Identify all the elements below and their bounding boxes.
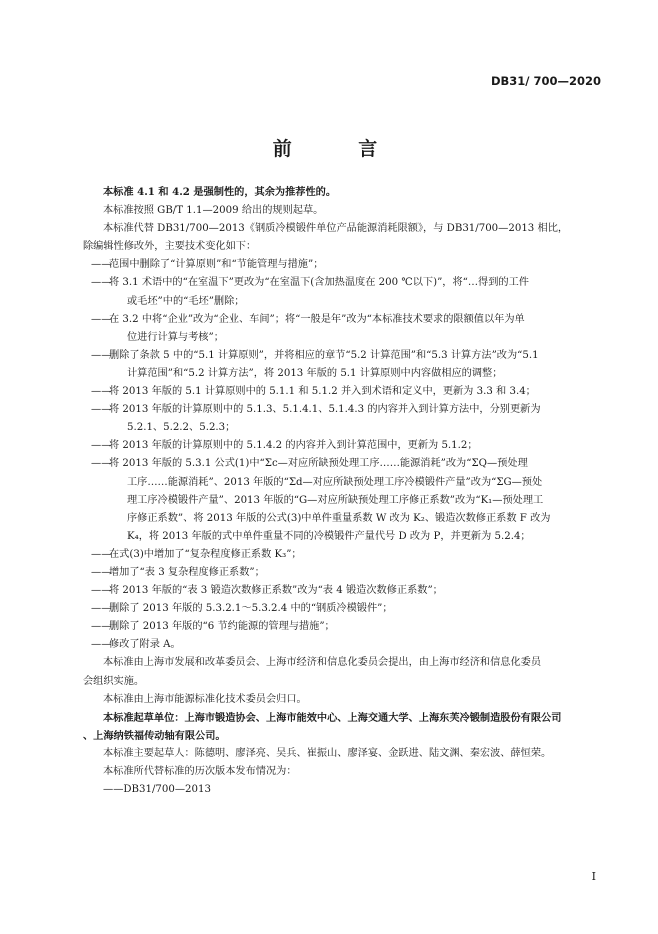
change-text: 在 3.2 中将“企业”改为“企业、车间”；将“一般是年”改为“本标准技术要求的限额值以年为单 <box>109 313 525 325</box>
change-text: 将 2013 年版的 5.1 计算原则中的 5.1.1 和 5.1.2 并入到术语和定义中，更新为 3.3 和 3.4； <box>109 386 536 398</box>
change-item <box>83 546 613 564</box>
change-text: 修改了附录 A。 <box>109 639 181 651</box>
change-item-continuation: 序修正系数”、将 2013 年版的公式(3)中单件重量系数 W 改为 K₂、锻造次数修正系数 F 改为 <box>127 512 551 524</box>
closing-history-label: 本标准所代替标准的历次版本发布情况为： <box>103 766 297 777</box>
change-text: 将 2013 年版的 5.3.1 公式(1)中“Σc—对应所缺预处理工序……能源消耗”改为“ΣQ—预处理 <box>109 458 528 470</box>
change-item <box>83 564 613 582</box>
change-item <box>83 618 613 636</box>
change-text: 范围中删除了“计算原则”和“节能管理与措施”； <box>109 259 324 271</box>
paragraph-replaces-l1: 本标准代替 DB31/700—2013《钢质冷模锻件单位产品能源消耗限额》，与 DB31/700—2013 相比， <box>103 223 569 235</box>
change-item-continuation: 理工序冷模锻件产量”、2013 年版的“G—对应所缺预处理工序修正系数”改为“K₁—预处理工 <box>127 494 544 506</box>
closing-proposer-l2: 会组织实施。 <box>83 675 145 687</box>
dash-marker: —— <box>91 566 112 578</box>
dash-marker: —— <box>91 585 112 597</box>
paragraph-drafting-rules: 本标准按照 GB/T 1.1—2009 给出的规则起草。 <box>103 205 324 217</box>
change-item <box>83 274 613 292</box>
dash-marker: —— <box>91 386 112 398</box>
change-item <box>83 437 613 455</box>
change-item-continuation: K₄，将 2013 年版的式中单件重量不同的冷模锻件产量代号 D 改为 P，并更新为 5.2.4； <box>127 530 531 542</box>
change-text: 删除了 2013 年版的“6 节约能源的管理与措施”； <box>109 621 335 633</box>
dash-marker: —— <box>91 440 112 452</box>
page-number: I <box>591 870 596 883</box>
dash-marker: —— <box>91 548 112 560</box>
closing-history-version: ——DB31/700—2013 <box>103 784 211 796</box>
dash-marker: —— <box>91 277 112 289</box>
change-item <box>83 636 613 654</box>
closing-drafters: 本标准主要起草人：陈德明、廖泽亮、吴兵、崔振山、廖泽宴、金跃进、陆文渊、秦宏波、薛恒荣。 <box>103 747 552 759</box>
document-body <box>83 183 613 799</box>
change-item <box>83 600 613 618</box>
page-title: 前 言 <box>272 138 408 160</box>
dash-marker: —— <box>91 313 112 325</box>
change-item <box>83 347 613 365</box>
change-text: 增加了“表 3 复杂程度修正系数”； <box>109 566 265 578</box>
closing-drafting-units-l1: 本标准起草单位：上海市锻造协会、上海市能效中心、上海交通大学、上海东芙冷锻制造股份有限公司 <box>103 711 562 724</box>
closing-drafting-units-l2: 、上海纳铁福传动轴有限公司。 <box>83 729 226 742</box>
change-text: 删除了条款 5 中的“5.1 计算原则”，并将相应的章节“5.2 计算范围”和“5.3 计算方法”改为“5.1 <box>109 349 539 361</box>
dash-marker: —— <box>91 639 112 651</box>
change-item <box>83 383 613 401</box>
dash-marker: —— <box>91 621 112 633</box>
paragraph-replaces-l2: 除编辑性修改外，主要技术变化如下： <box>83 241 257 253</box>
dash-marker: —— <box>91 349 112 361</box>
dash-marker: —— <box>91 458 112 470</box>
dash-marker: —— <box>91 603 112 615</box>
change-text: 将 2013 年版的“表 3 锻造次数修正系数”改为“表 4 锻造次数修正系数”； <box>109 585 443 597</box>
change-item-continuation: 或毛坯”中的“毛坯”删除； <box>127 295 245 307</box>
paragraph-mandatory <box>83 183 613 202</box>
closing-committee: 本标准由上海市能源标准化技术委员会归口。 <box>103 693 307 705</box>
change-item <box>83 311 613 329</box>
change-text: 将 3.1 术语中的“在室温下”更改为“在室温下(含加热温度在 200 ℃以下)”，将“…得到的工件 <box>109 277 529 289</box>
changes-list <box>83 256 613 654</box>
change-text: 将 2013 年版的计算原则中的 5.1.4.2 的内容并入到计算范围中，更新为 5.1.2； <box>109 440 478 452</box>
change-item <box>83 455 613 473</box>
change-text: 在式(3)中增加了“复杂程度修正系数 K₃”； <box>109 548 302 560</box>
change-item <box>83 582 613 600</box>
change-item-continuation: 计算范围”和“5.2 计算方法”，将 2013 年版的 5.1 计算原则中内容做相应的调整； <box>127 367 503 379</box>
change-text: 将 2013 年版的计算原则中的 5.1.3、5.1.4.1、5.1.4.3 的内容并入到计算方法中，分别更新为 <box>109 404 541 416</box>
change-item <box>83 401 613 419</box>
dash-marker: —— <box>91 404 112 416</box>
closing-proposer-l1: 本标准由上海市发展和改革委员会、上海市经济和信息化委员会提出，由上海市经济和信息化委员 <box>103 657 542 669</box>
paragraph-text: 本标准 4.1 和 4.2 是强制性的，其余为推荐性的。 <box>103 186 337 198</box>
standard-code: DB31/ 700—2020 <box>490 74 601 88</box>
change-item-continuation: 工序……能源消耗”、2013 年版的“Σd—对应所缺预处理工序冷模锻件产量”改为“ΣG—预处 <box>127 476 543 488</box>
change-text: 删除了 2013 年版的 5.3.2.1～5.3.2.4 中的“钢质冷模锻件”； <box>109 603 393 615</box>
change-item-continuation: 位进行计算与考核”； <box>127 331 224 343</box>
change-item-continuation: 5.2.1、5.2.2、5.2.3； <box>127 422 236 434</box>
change-item <box>83 256 613 274</box>
dash-marker: —— <box>91 259 112 271</box>
